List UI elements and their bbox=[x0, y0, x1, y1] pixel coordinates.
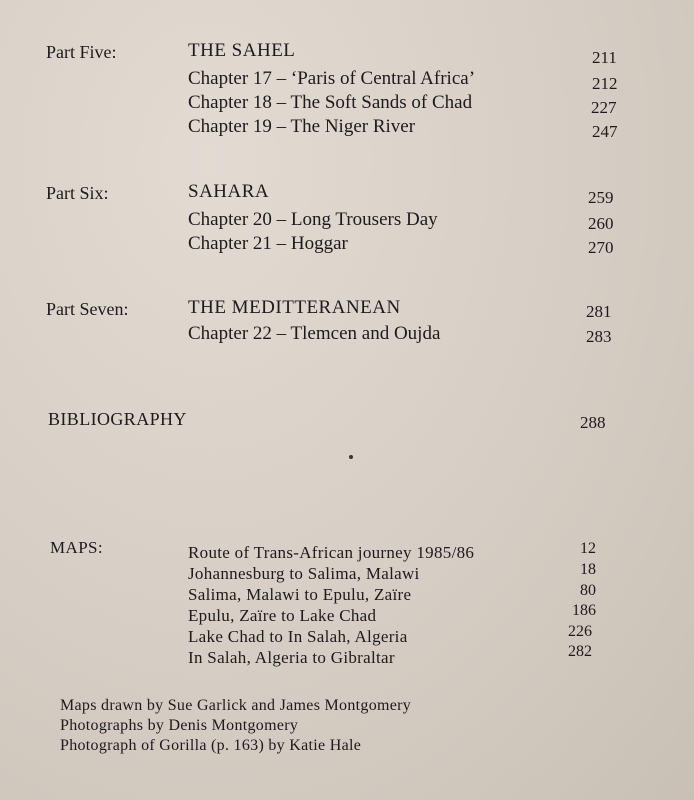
page-number: 247 bbox=[592, 122, 618, 141]
part-title: SAHARA bbox=[188, 181, 270, 202]
page-number: 12 bbox=[580, 540, 596, 557]
part-label: Part Seven: bbox=[46, 299, 129, 319]
map-entry: Route of Trans-African journey 1985/86 bbox=[188, 543, 475, 562]
chapter-entry: Chapter 22 – Tlemcen and Oujda bbox=[188, 323, 441, 344]
map-entry: Salima, Malawi to Epulu, Zaïre bbox=[188, 585, 412, 604]
chapter-entry: Chapter 19 – The Niger River bbox=[188, 116, 416, 137]
map-entry: Johannesburg to Salima, Malawi bbox=[188, 564, 420, 583]
page-number: 259 bbox=[588, 188, 614, 207]
chapter-entry: Chapter 21 – Hoggar bbox=[188, 233, 348, 254]
page-number: 281 bbox=[586, 302, 612, 321]
map-entry: Epulu, Zaïre to Lake Chad bbox=[188, 606, 377, 625]
page-number: 270 bbox=[588, 238, 614, 257]
page-number: 288 bbox=[580, 413, 606, 432]
maps-label: MAPS: bbox=[50, 538, 104, 557]
page-number: 18 bbox=[580, 561, 596, 578]
part-title: THE MEDITTERANEAN bbox=[188, 297, 401, 318]
credit-line: Photograph of Gorilla (p. 163) by Katie Hale bbox=[60, 737, 362, 754]
page-number: 260 bbox=[588, 214, 614, 233]
part-label: Part Six: bbox=[46, 183, 109, 203]
page-number: 80 bbox=[580, 582, 596, 599]
credit-line: Photographs by Denis Montgomery bbox=[60, 717, 299, 734]
page-number: 212 bbox=[592, 74, 618, 93]
page-number: 282 bbox=[568, 643, 592, 660]
chapter-entry: Chapter 20 – Long Trousers Day bbox=[188, 209, 438, 230]
map-entry: Lake Chad to In Salah, Algeria bbox=[188, 627, 408, 646]
chapter-entry: Chapter 17 – ‘Paris of Central Africa’ bbox=[188, 68, 476, 89]
page-number: 226 bbox=[568, 623, 592, 640]
page-number: 186 bbox=[572, 602, 596, 619]
page-speck bbox=[349, 455, 353, 459]
part-title: THE SAHEL bbox=[188, 40, 296, 61]
page-number: 211 bbox=[592, 48, 617, 67]
bibliography-label: BIBLIOGRAPHY bbox=[48, 409, 187, 429]
part-label: Part Five: bbox=[46, 42, 117, 62]
map-entry: In Salah, Algeria to Gibraltar bbox=[188, 648, 395, 667]
chapter-entry: Chapter 18 – The Soft Sands of Chad bbox=[188, 92, 473, 113]
page-number: 283 bbox=[586, 327, 612, 346]
page-number: 227 bbox=[591, 98, 617, 117]
credit-line: Maps drawn by Sue Garlick and James Montgomery bbox=[60, 697, 412, 714]
